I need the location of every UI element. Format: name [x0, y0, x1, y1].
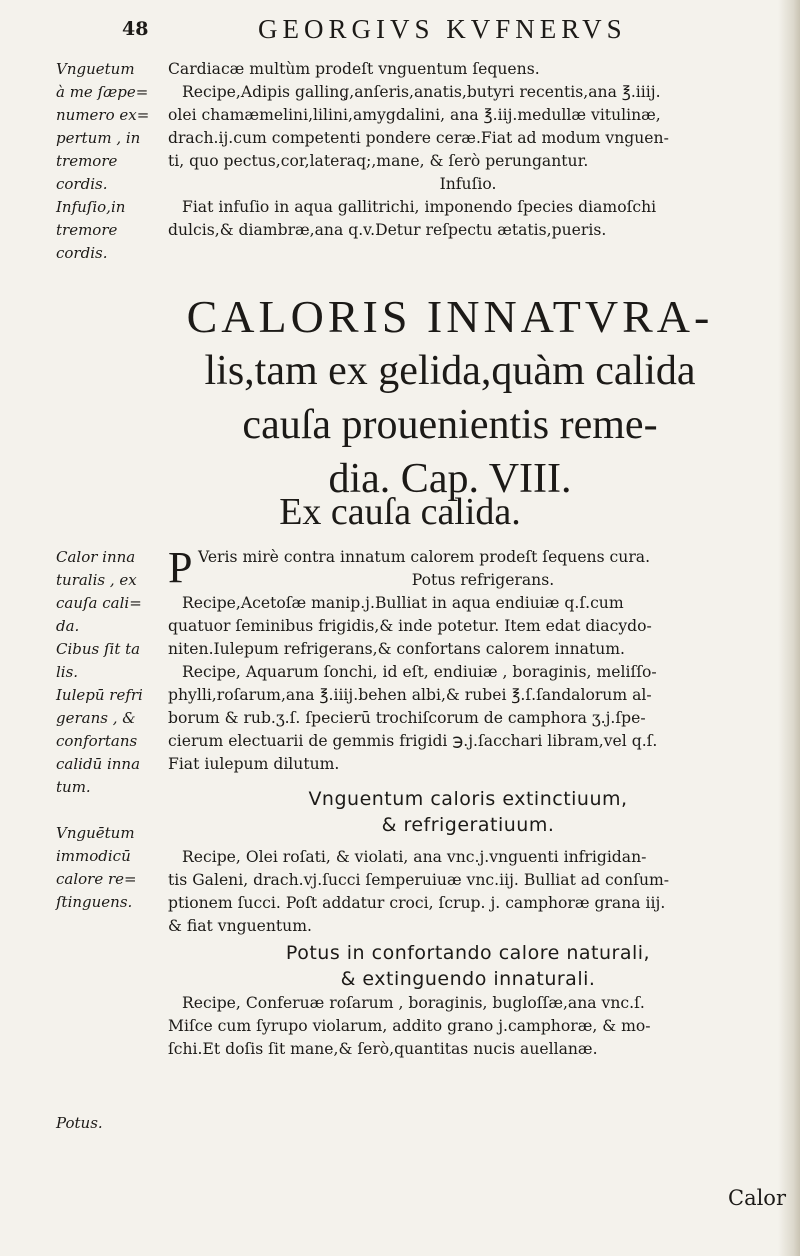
- text-line: Recipe,Acetoſæ manip.j.Bulliat in aqua endiuiæ q.ſ.cum: [182, 594, 624, 612]
- chapter-title-line: lis,tam ex gelida,quàm calida: [204, 348, 696, 394]
- text-line: niten.Iulepum refrigerans,& confortans calorem innatum.: [168, 640, 626, 658]
- text-line: & fiat vnguentum.: [168, 917, 312, 935]
- margin-note: cordis.: [56, 244, 108, 262]
- text-line: Recipe,Adipis galling̨,anſeris,anatis,butyri recentis,ana ℥.iiij.: [182, 83, 661, 101]
- margin-note: Vnguētum: [56, 824, 135, 842]
- text-line: borum & rub.ʒ.ſ. ſpecierū trochiſcorum de camphora ʒ.j.ſpe-: [168, 709, 646, 727]
- text-line: cierum electuarii de gemmis frigidi ℈.j.ſacchari libram,vel q.ſ.: [168, 732, 658, 750]
- recipe-block-1: [168, 58, 768, 242]
- margin-note: calore re=: [56, 870, 137, 888]
- margin-note: pertum , in: [56, 129, 141, 147]
- margin-note: confortans: [56, 732, 138, 750]
- text-line: dulcis,& diambræ,ana q.v.Detur reſpectu ætatis,pueris.: [168, 221, 607, 239]
- catchword: Calor: [728, 1186, 786, 1210]
- chapter-title-line: cauſa prouenientis reme-: [242, 402, 658, 448]
- page-header: [0, 14, 800, 46]
- drop-cap: P: [168, 543, 193, 592]
- page-edge: [778, 0, 800, 1256]
- margin-note: Calor inna: [56, 548, 136, 566]
- text-line: Recipe, Conferuæ roſarum , boraginis, bugloſſæ,ana vnc.ſ.: [182, 994, 645, 1012]
- margin-note: cauſa cali=: [56, 594, 142, 612]
- margin-note: à me ſæpe=: [56, 83, 149, 101]
- margin-note: numero ex=: [56, 106, 150, 124]
- recipe-block-3: [168, 543, 768, 776]
- margin-notes-low: [56, 822, 162, 914]
- margin-note: calidū inna: [56, 755, 141, 773]
- margin-note: da.: [56, 617, 80, 635]
- chapter-title: [120, 290, 780, 506]
- text-line: phylli,roſarum,ana ℥.iiij.behen albi,& rubei ℥.ſ.ſandalorum al-: [168, 686, 652, 704]
- text-line: Recipe, Olei roſati, & violati, ana vnc.j.vnguenti infrigidan-: [182, 848, 647, 866]
- text-line: Veris mirè contra innatum calorem prodeſt ſequens cura.: [198, 548, 651, 566]
- text-line: quatuor ſeminibus frigidis,& inde potetur. Item edat diacydo-: [168, 617, 652, 635]
- potus-heading: Potus refrigerans.: [411, 571, 555, 589]
- chapter-title-line: CALORIS INNATVRA-: [186, 291, 714, 342]
- unguentum-heading: & refrigeratiuum.: [381, 814, 555, 836]
- section-subheading: Ex cauſa calida.: [279, 491, 521, 533]
- text-line: ſchi.Et doſis ſit mane,& ſerò,quantitas nucis auellanæ.: [168, 1040, 598, 1058]
- text-line: ptionem ſucci. Poſt addatur croci, ſcrup. j. camphoræ grana iij.: [168, 894, 666, 912]
- text-line: Fiat iulepum dilutum.: [168, 755, 340, 773]
- margin-note: cordis.: [56, 175, 108, 193]
- text-line: Cardiacæ multùm prodeſt vnguentum ſequens.: [168, 60, 540, 78]
- margin-note: tum.: [56, 778, 91, 796]
- text-line: Fiat infuſio in aqua gallitrichi, imponendo ſpecies diamoſchi: [182, 198, 657, 216]
- margin-note: ſtinguens.: [56, 893, 133, 911]
- margin-note: Infuſio,in: [56, 198, 126, 216]
- margin-note: turalis , ex: [56, 571, 137, 589]
- potus2-heading: & extinguendo innaturali.: [340, 968, 596, 990]
- chapter-title-line: dia. Cap. VIII.: [328, 456, 572, 502]
- infusio-heading: Infuſio.: [439, 175, 497, 193]
- margin-note: Iulepū refri: [56, 686, 143, 704]
- margin-note: Vnguetum: [56, 60, 135, 78]
- text-line: Miſce cum ſyrupo violarum, addito grano j.camphoræ, & mo-: [168, 1017, 651, 1035]
- text-line: drach.ij.cum competenti pondere ceræ.Fiat ad modum vnguen-: [168, 129, 669, 147]
- running-head: GEORGIVS KVFNERVS: [258, 14, 627, 44]
- margin-note: Cibus ſit ta: [56, 640, 141, 658]
- margin-note: lis.: [56, 663, 79, 681]
- margin-note: gerans , &: [56, 709, 136, 727]
- page-number: 48: [122, 18, 149, 40]
- text-line: tis Galeni, drach.vj.ſucci ſemperuiuæ vnc.iij. Bulliat ad conſum-: [168, 871, 670, 889]
- text-line: Recipe, Aquarum ſonchi, id eſt, endiuiæ , boraginis, meliſſo-: [182, 663, 657, 681]
- margin-note: immodicū: [56, 847, 131, 865]
- margin-notes-mid: [56, 546, 162, 799]
- text-line: olei chamæmelini,lilini,amygdalini, ana ℥.iij.medullæ vitulinæ,: [168, 106, 661, 124]
- text-line: ti, quo pectus,cor,lateraq;,mane, & ſerò perungantur.: [168, 152, 589, 170]
- potus2-heading: Potus in confortando calore naturali,: [285, 942, 651, 964]
- unguentum-section: [168, 786, 768, 1061]
- unguentum-heading: Vnguentum caloris extinctiuum,: [308, 788, 628, 810]
- margin-note: tremore: [56, 152, 118, 170]
- margin-note-potus: Potus.: [56, 1114, 103, 1132]
- margin-notes-top: [56, 58, 162, 265]
- margin-note: tremore: [56, 221, 118, 239]
